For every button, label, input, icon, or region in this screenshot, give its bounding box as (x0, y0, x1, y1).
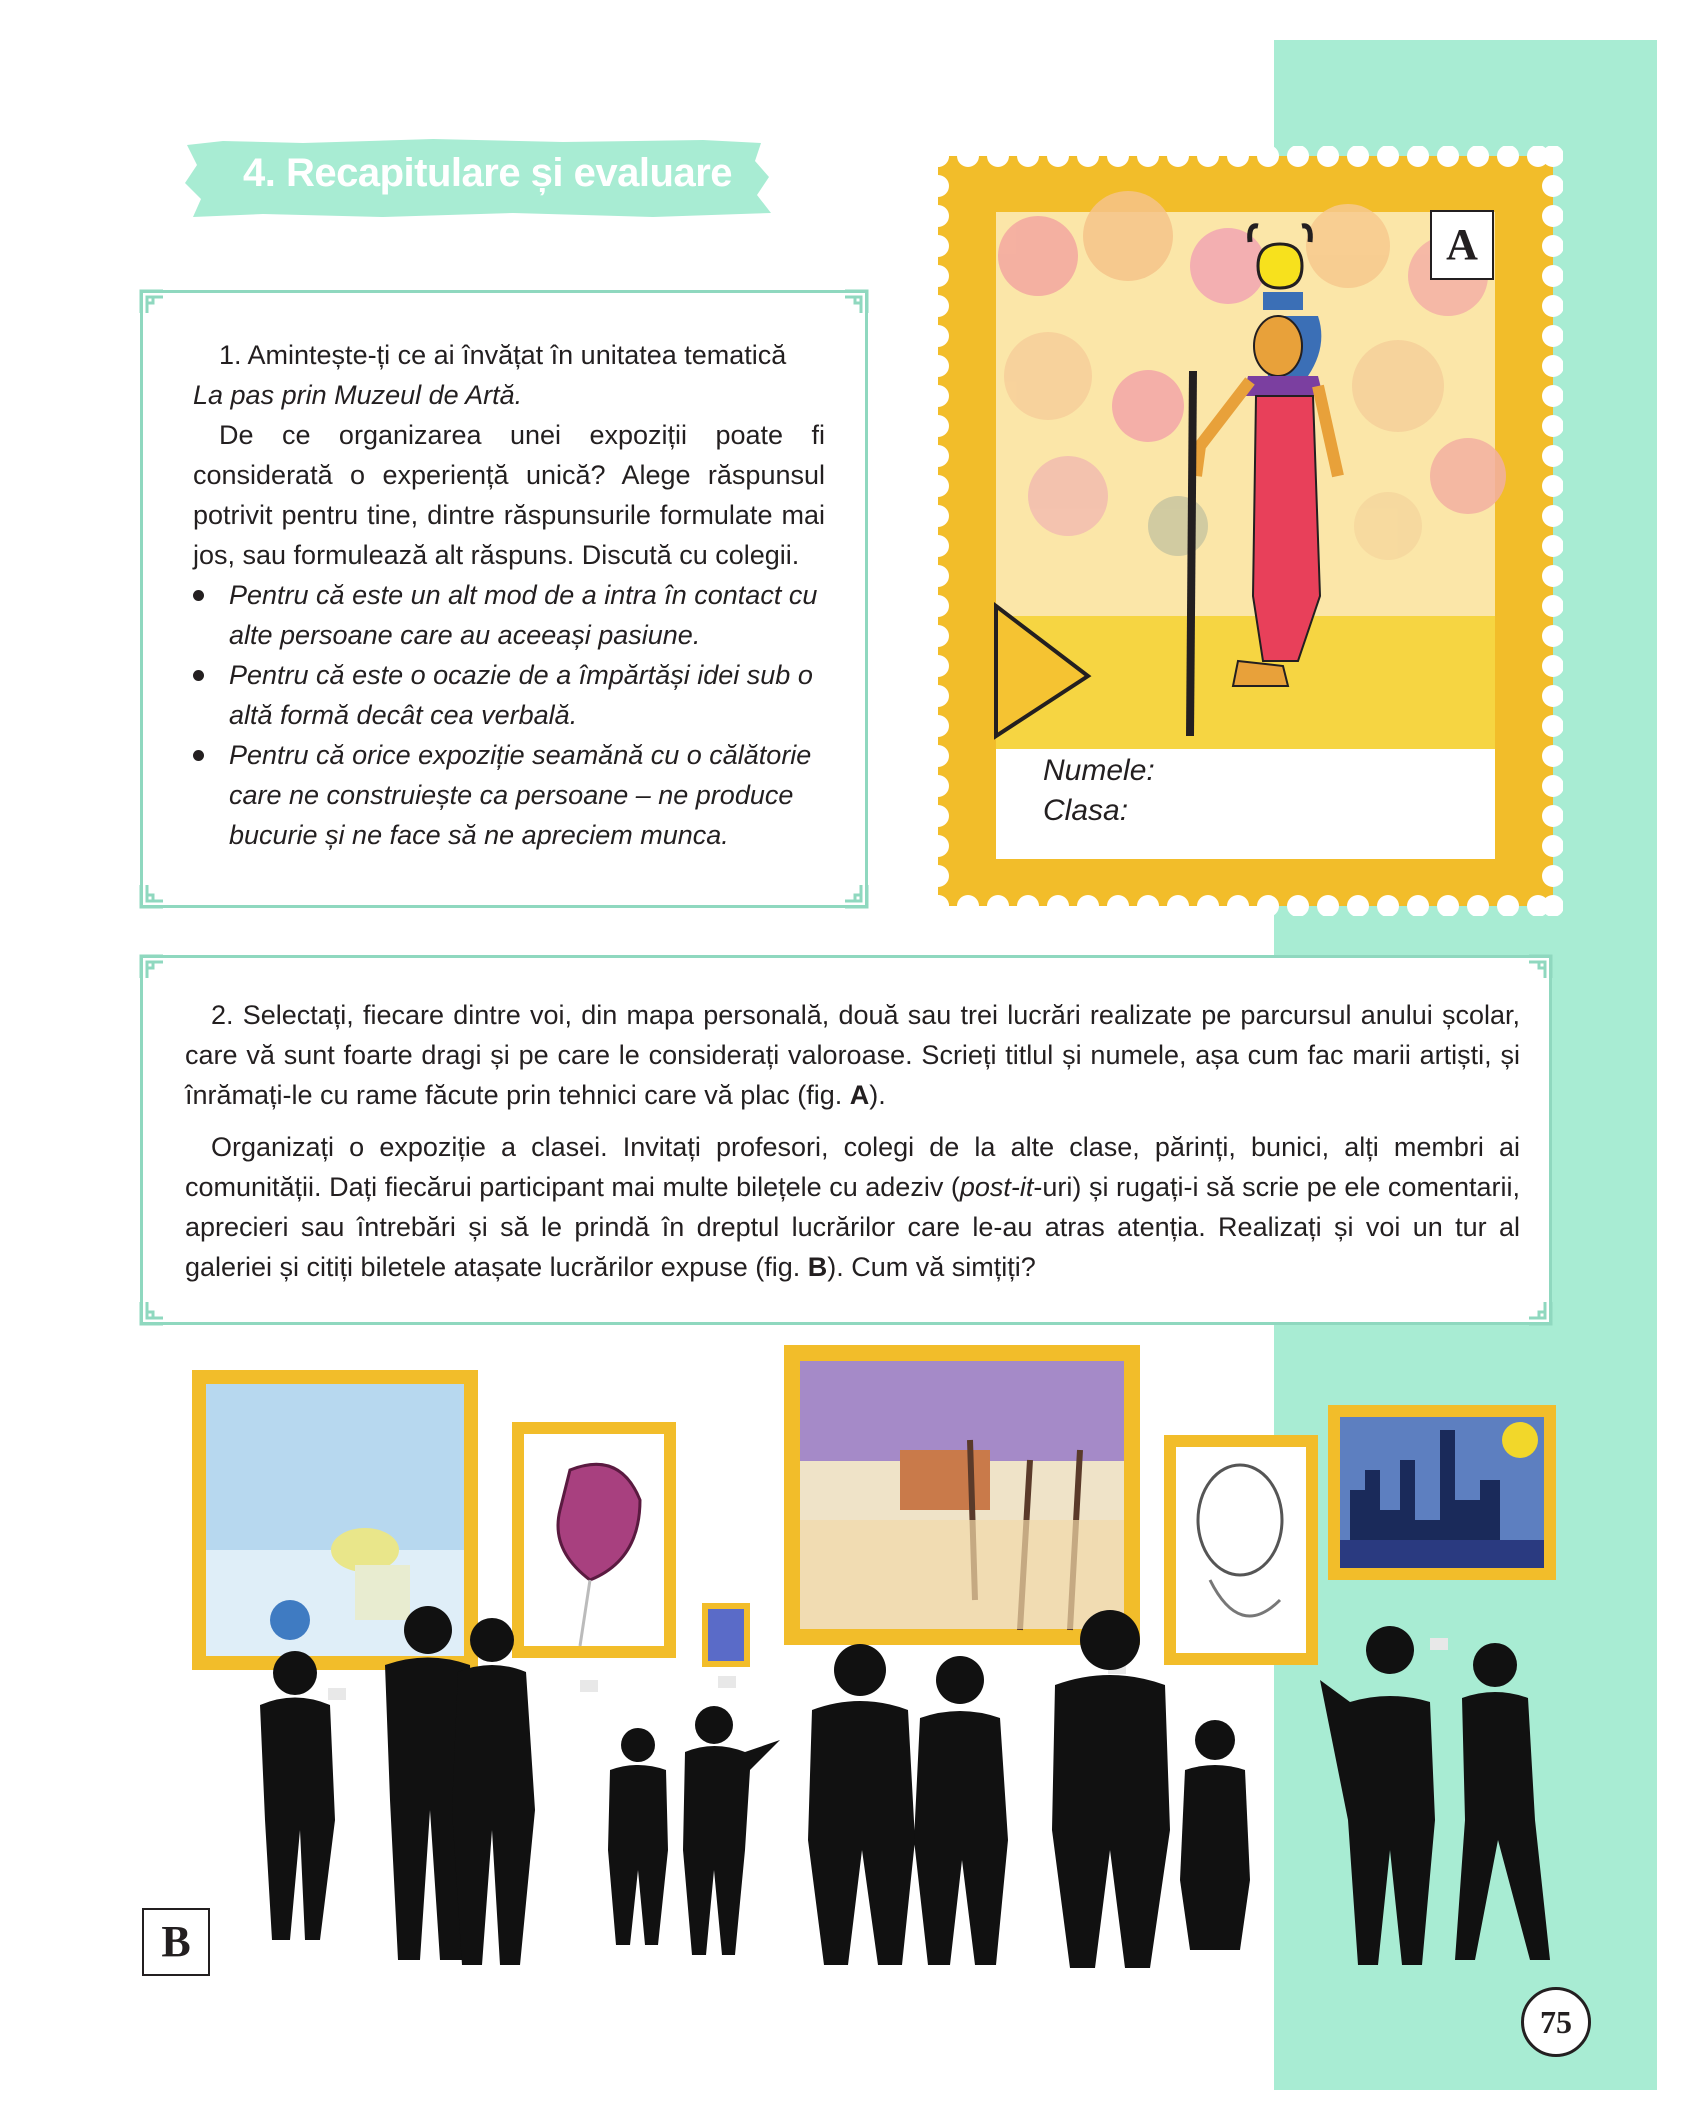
corner-ornament-icon (139, 883, 165, 909)
name-label: Numele: (1043, 754, 1155, 787)
painting-night-city (1328, 1405, 1556, 1580)
section-title-banner (183, 137, 773, 219)
answer-option: Pentru că este un alt mod de a intra în contact cu alte persoane care au aceeași pasiune. (193, 575, 825, 655)
corner-ornament-icon (139, 289, 165, 315)
exercise-1-box (140, 290, 868, 908)
figure-b-label: B (142, 1908, 210, 1976)
bullet-icon (193, 750, 204, 761)
exercise-2-paragraph-2: Organizați o expoziție a clasei. Invitați profesori, colegi de la alte clase, părinți, bunici, alți membri ai comunității. Dați fiecărui participant mai multe bilețele cu adeziv (post-it-uri) și rugați-i să scrie pe ele comentarii, aprecieri sau întrebări și să le prindă în dreptul lucrărilor care le-au atras atenția. Realizați și voi un tur al galeriei și citiți biletele atașate lucrărilor expuse (fig. B). Cum vă simțiți? (185, 1132, 1520, 1282)
answer-options-list (193, 575, 825, 855)
corner-ornament-icon (843, 883, 869, 909)
figure-a-label: A (1430, 210, 1494, 280)
bullet-icon (193, 670, 204, 681)
gallery-illustration (140, 1340, 1620, 2000)
answer-option: Pentru că este o ocazie de a împărtăși idei sub o altă formă decât cea verbală. (193, 655, 825, 735)
corner-ornament-icon (139, 954, 165, 980)
corner-ornament-icon (139, 1300, 165, 1326)
corner-ornament-icon (1527, 954, 1553, 980)
exercise-1-text (193, 335, 825, 855)
class-label: Clasa: (1043, 794, 1129, 827)
exercise-2-text (185, 995, 1520, 1287)
visitor-silhouettes (260, 1606, 1550, 1968)
corner-ornament-icon (843, 289, 869, 315)
exercise-2-paragraph-1: 2. Selectați, fiecare dintre voi, din mapa personală, două sau trei lucrări realizate pe parcursul anului școlar, care vă sunt foarte dragi și pe care le considerați valoroase. Scrieți titlul și numele, așa cum fac marii artiști, și înrămați-le cu rame făcute prin tehnici care vă plac (fig. A). (185, 1000, 1520, 1110)
exercise-1-intro: 1. Amintește-ți ce ai învățat în unitatea tematică (219, 340, 787, 370)
page-title: 4. Recapitulare și evaluare (243, 151, 732, 195)
bullet-icon (193, 590, 204, 601)
exercise-1-unit-title: La pas prin Muzeul de Artă. (193, 380, 523, 410)
painting-sketch (1164, 1435, 1318, 1665)
answer-option: Pentru că orice expoziție seamănă cu o călătorie care ne construiește ca persoane – ne produce bucurie și ne face să ne apreciem munca. (193, 735, 825, 855)
corner-ornament-icon (1527, 1300, 1553, 1326)
painting-flower (512, 1422, 676, 1658)
exercise-1-question: De ce organizarea unei expoziții poate fi considerată o experiență unică? Alege răspunsul potrivit pentru tine, dintre răspunsurile formulate mai jos, sau formulează alt răspuns. Discută cu colegii. (193, 420, 825, 570)
painting-winter-village (784, 1345, 1140, 1645)
caption-labels (1043, 751, 1155, 831)
exercise-2-box (140, 955, 1552, 1325)
page-number: 75 (1521, 1987, 1591, 2057)
painting-small-blue (702, 1603, 750, 1667)
